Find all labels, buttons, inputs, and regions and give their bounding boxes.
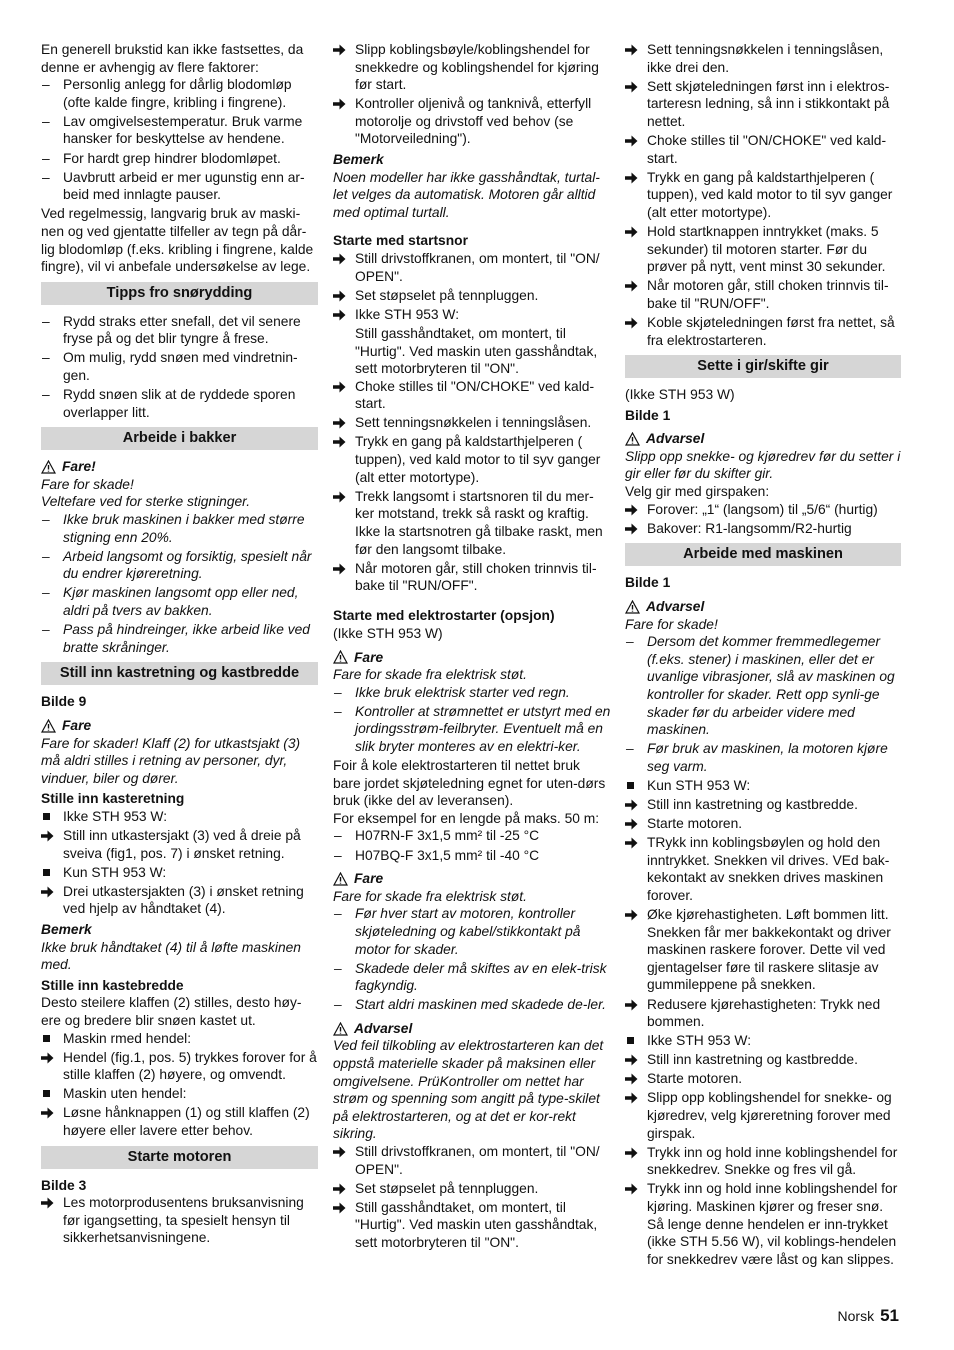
warning-label [333,1020,611,1038]
list-item-text: Sett tenningsnøkkelen i tenningslåsen, ikke drei den. [647,42,884,75]
condition-item [625,777,901,795]
warning-text: Fare [354,649,384,665]
arrow-right-icon [333,563,346,575]
action-step [625,1144,901,1179]
square-bullet-icon [43,813,50,820]
action-step [625,223,901,276]
action-step [625,996,901,1031]
dash-bullet-icon: – [334,906,342,922]
arrow-right-icon [625,172,638,184]
action-step [333,560,611,595]
arrow-right-icon [625,799,638,811]
list-item-text: TRykk inn koblingsbøylen og hold den inntrykket. Snekken vil drives. VEd bak-kekontakt av snekken drives maskinen forover. [647,835,890,903]
paragraph: Fare for skade! [625,616,718,632]
list-item [41,511,318,546]
paragraph: Velg gir med girspaken: [625,484,770,500]
list-item-text: Trykk inn og hold inne koblingshendel for kjøring. Maskinen kjører og freser snø. Så lenge denne hendelen er inn-trykket (ikke STH 5.56 W), vil koblings-hendelen for snekkedrev være låst og kan slippes. [647,1181,898,1267]
list-item-text: Start aldri maskinen med skadede de-ler. [355,997,607,1013]
action-step [625,1051,901,1069]
condition-item [41,1085,318,1103]
dash-bullet-icon: – [42,512,50,528]
list-item-text: Kun STH 953 W: [647,777,751,793]
arrow-right-icon [41,830,54,842]
list-item-text: Set støpselet på tennpluggen. [355,1180,539,1196]
action-step [625,169,901,222]
list-item-text: Personlig anlegg for dårlig blodomløp (ofte kalde fingre, kribling i fingrene). [63,77,292,110]
arrow-right-icon [333,44,346,56]
list-item [41,386,318,421]
list-item [333,847,611,865]
list-item [333,827,611,845]
square-bullet-icon [43,1090,50,1097]
list-item [333,905,611,958]
warning-triangle-icon [41,460,56,474]
action-step [625,1180,901,1268]
warning-triangle-icon [333,872,348,886]
list-item-text: Slipp koblingsbøyle/koblingshendel for snekkedre og koblingshendel for kjøring før start. [355,42,599,93]
dash-bullet-icon: – [334,703,342,719]
list-item [41,584,318,619]
footer-language: Norsk [837,1308,875,1324]
section-heading: Starte motoren [41,1146,318,1169]
list-item-text: Sett tenningsnøkkelen i tenningslåsen. [355,415,592,431]
arrow-right-icon [333,417,346,429]
list-item-text: Maskin rmed hendel: [63,1030,192,1046]
warning-text: Advarsel [646,431,705,447]
arrow-right-icon [625,1092,638,1104]
condition-item [41,864,318,882]
list-item-text: Uavbrutt arbeid er mer ugunstig enn ar-beid med innlagte pauser. [63,169,305,203]
warning-text: Fare [354,871,384,887]
list-item-text: Trykk en gang på kaldstarthjelperen ( tuppen), ved kald motor to til syv ganger (alt etter motortype). [355,434,601,485]
list-item [41,313,318,348]
section-heading: Tipps fro snørydding [41,282,318,305]
paragraph: Fare for skade fra elektrisk støt. [333,888,527,904]
action-step [333,250,611,285]
list-item-text: Rydd snøen slik at de ryddede sporen overlapper litt. [63,387,296,420]
warning-label [41,458,318,476]
list-item [41,76,318,111]
arrow-right-icon [625,1073,638,1085]
list-item-text: Pass på hindreinger, ikke arbeid like ved bratte skråninger. [63,622,310,655]
list-item-text: Før hver start av motoren, kontroller skjøteledning og kabel/stikkontakt på motor for skader. [355,906,581,957]
arrow-right-icon [625,1147,638,1159]
arrow-right-icon [333,290,346,302]
paragraph: For eksempel for en lengde på maks. 50 m: [333,810,600,826]
arrow-right-icon [333,381,346,393]
arrow-right-icon [333,1202,346,1214]
dash-bullet-icon: – [42,169,50,185]
warning-triangle-icon [333,650,348,664]
arrow-right-icon [41,1052,54,1064]
arrow-right-icon [625,44,638,56]
arrow-right-icon [625,135,638,147]
dash-bullet-icon: – [42,77,50,93]
arrow-right-icon [41,1197,54,1209]
arrow-right-icon [333,1146,346,1158]
action-step [625,501,901,519]
action-step [625,834,901,904]
list-item-text: Still drivstoffkranen, om montert, til "ON/ OPEN". [355,1144,600,1177]
list-item [333,960,611,995]
list-item-text: H07BQ-F 3x1,5 mm² til -40 °C [355,847,540,863]
dash-bullet-icon: – [42,387,50,403]
subheading: Bilde 1 [625,407,671,423]
action-step [333,95,611,148]
warning-triangle-icon [333,1022,348,1036]
dash-bullet-icon: – [42,350,50,366]
dash-bullet-icon: – [334,684,342,700]
list-item-text: Dersom det kommer fremmedlegemer (f.eks. stener) i maskinen, eller det er uvanlige vibrasjoner, slå av maskinen og kontroller for skader. Rett opp synli-ge skader før du arbeider videre med maskinen. [647,634,895,738]
paragraph: En generell brukstid kan ikke fastsettes, da denne er avhengig av flere faktorer: [41,42,304,75]
subheading: Stille inn kastebredde [41,977,184,993]
list-item-text: Drei utkastersjakten (3) i ønsket retning ved hjelp av håndtaket (4). [63,883,304,917]
paragraph: Veltefare ved for sterke stigninger. [41,494,251,510]
dash-bullet-icon: – [42,548,50,564]
action-step [333,414,611,432]
warning-text: Fare [62,717,92,733]
action-step [41,1194,318,1247]
arrow-right-icon [333,436,346,448]
arrow-right-icon [333,491,346,503]
list-item-text: Kun STH 953 W: [63,864,167,880]
arrow-right-icon [625,280,638,292]
list-item-text: Slipp opp koblingshendel for snekke- og kjøredrev, velg kjøreretning forover med girspak. [647,1090,892,1141]
list-item-text: For hardt grep hindrer blodomløpet. [63,150,281,166]
list-item-text: Når motoren går, still choken trinnvis til-bake til "RUN/OFF". [647,278,889,311]
paragraph: Foir å kole elektrostarteren til nettet bruk bare jordet skjøteledning egnet for uten-dørs bruk (ikke del av leveransen). [333,758,606,809]
paragraph: (Ikke STH 953 W) [625,387,735,403]
action-step [41,1104,318,1139]
dash-bullet-icon: – [334,960,342,976]
dash-bullet-icon: – [334,997,342,1013]
paragraph: Ved regelmessig, langvarig bruk av maski-nen og ved gjentatte tilfeller av tegn på dår-lig blodomløp (f.eks. kribling i fingrene, kalde fingre), vil vi anbefale undersøkelse av lege. [41,206,314,275]
action-step [625,78,901,131]
action-step [333,1180,611,1198]
list-item-text: Les motorprodusentens bruksanvisning før igangsetting, ta spesielt hensyn til sikkerhetsanvisningene. [63,1195,304,1246]
action-step [625,1070,901,1088]
list-item-text: Kontroller oljenivå og tanknivå, etterfyll motorolje og drivstoff ved behov (se "Motorveiledning"). [355,96,592,147]
arrow-right-icon [333,98,346,110]
arrow-right-icon [625,226,638,238]
square-bullet-icon [43,1035,50,1042]
paragraph: Fare for skade fra elektrisk støt. [333,667,527,683]
arrow-right-icon [333,253,346,265]
note-label: Bemerk [41,921,92,937]
list-item [333,996,611,1014]
section-heading: Sette i gir/skifte gir [625,355,901,378]
list-item [333,703,611,756]
action-step [41,827,318,862]
action-step [333,378,611,413]
paragraph: Fare for skade! [41,476,134,492]
warning-label [625,430,901,448]
paragraph: Slipp opp snekke- og kjøredrev før du setter i gir eller før du skifter gir. [625,448,901,482]
list-item [41,349,318,384]
list-item-text: Øke kjørehastigheten. Løft bommen litt. Snekken får mer bakkekontakt og driver maskinen raskere forover. Dette vil ved gjentagelser føre til raskere slitasje av gummileppene på snekken. [647,907,891,993]
warning-label [333,649,611,667]
arrow-right-icon [625,317,638,329]
square-bullet-icon [627,782,634,789]
list-item-text: Forover: „1“ (langsom) til „5/6“ (hurtig) [647,501,878,517]
condition-item [625,1032,901,1050]
list-item-text: Trekk langsomt i startsnoren til du mer-ker motstand, trekk så raskt og kraftig. Ikke la startsnotren gå tilbake raskt, men før den langsomt tilbake. [355,488,603,557]
list-item-text: Hold startknappen inntrykket (maks. 5 sekunder) til motoren starter. Før du prøver på nytt, vent minst 30 sekunder. [647,223,886,275]
list-item-text: Rydd straks etter snefall, det vil senere fryse på og det blir tyngre å frese. [63,313,301,347]
dash-bullet-icon: – [42,150,50,166]
page-footer [838,1307,899,1326]
list-item-text: Still inn utkastersjakt (3) ved å dreie på sveiva (fig1, pos. 7) i ønsket retning. [63,827,301,861]
subheading: Bilde 1 [625,575,671,591]
list-item-text: Ikke STH 953 W: [647,1033,752,1049]
list-item [625,740,901,775]
action-step [625,41,901,76]
list-item-text: Set støpselet på tennpluggen. [355,287,539,303]
list-item [41,150,318,168]
list-item-text: Ikke STH 953 W: [63,808,168,824]
list-item-text: Hendel (fig.1, pos. 5) trykkes forover for å stille klaffen (2) høyere, og omvendt. [63,1049,317,1083]
paragraph: Ved feil tilkobling av elektrostarteren kan det oppstå materielle skader på maksinen eller omgivelsene. PrüKontroller om nettet har strøm og spenning som angitt på type-skilet på elektrostarteren, og at det er kor-rekt sikring. [333,1038,604,1142]
column-left [41,41,318,1248]
arrow-right-icon [625,999,638,1011]
list-item-text: Starte motoren. [647,816,743,832]
arrow-right-icon [41,1107,54,1119]
action-step [625,520,901,538]
list-item-text: H07RN-F 3x1,5 mm² til -25 °C [355,828,540,844]
square-bullet-icon [627,1037,634,1044]
list-item-text: Når motoren går, still choken trinnvis til-bake til "RUN/OFF". [355,560,597,594]
list-item-text: Starte motoren. [647,1071,743,1087]
action-step [625,815,901,833]
action-step [333,433,611,486]
list-item-text: Kjør maskinen langsomt opp eller ned, aldri på tvers av bakken. [63,585,299,619]
paragraph: Noen modeller har ikke gasshåndtak, turtal-let velges da automatisk. Motoren går alltid med optimal turtall. [333,169,600,220]
warning-triangle-icon [625,600,640,614]
condition-item [41,1030,318,1048]
list-item-text: Still inn kastretning og kastbredde. [647,796,858,812]
arrow-right-icon [625,1054,638,1066]
paragraph: (Ikke STH 953 W) [333,625,443,641]
page-number: 51 [880,1306,899,1325]
list-item-text: Kontroller at strømnettet er utstyrt med en jordingsstrøm-feilbryter. Eventuelt må en slik bryter monteres av en elektri-ker. [355,703,611,754]
subheading: Starte med elektrostarter (opsjon) [333,608,555,624]
action-step [333,1199,611,1252]
arrow-right-icon [625,909,638,921]
section-heading: Arbeide med maskinen [625,543,901,566]
action-step [625,906,901,994]
indented-paragraph: Still gasshåndtaket, om montert, til "Hurtig". Ved maskin uten gasshåndtak, sett motorbryteren til "ON". [355,325,598,377]
action-step [625,314,901,349]
list-item-text: Choke stilles til "ON/CHOKE" ved kald-start. [647,132,887,166]
action-step [333,41,611,94]
arrow-right-icon [625,818,638,830]
arrow-right-icon [625,523,638,535]
list-item [625,633,901,739]
warning-label [625,598,901,616]
arrow-right-icon [625,1183,638,1195]
list-item-text: Still drivstoffkranen, om montert, til "ON/ OPEN". [355,251,600,284]
action-step [625,277,901,312]
arrow-right-icon [333,1183,346,1195]
action-step [41,1049,318,1084]
action-step [333,488,611,558]
subheading: Stille inn kasteretning [41,791,185,807]
action-step [41,883,318,918]
dash-bullet-icon: – [42,313,50,329]
warning-label [333,870,611,888]
action-step [333,1143,611,1178]
list-item-text: Arbeid langsomt og forsiktig, spesielt når du endrer kjøreretning. [63,548,312,582]
list-item-text: Ikke STH 953 W: [355,306,460,322]
list-item-text: Bakover: R1-langsomm/R2-hurtig [647,520,852,536]
dash-bullet-icon: – [334,828,342,844]
list-item-text: Om mulig, rydd snøen med vindretnin-gen. [63,350,298,383]
section-heading: Arbeide i bakker [41,427,318,450]
arrow-right-icon [333,309,346,321]
arrow-right-icon [625,81,638,93]
list-item-text: Løsne hånknappen (1) og still klaffen (2) høyere eller lavere etter behov. [63,1105,310,1138]
list-item-text: Før bruk av maskinen, la motoren kjøre seg varm. [647,741,888,774]
list-item-text: Choke stilles til "ON/CHOKE" ved kald-start. [355,378,595,412]
warning-label [41,717,318,735]
dash-bullet-icon: – [626,741,634,757]
list-item-text: Still inn kastretning og kastbredde. [647,1052,858,1068]
arrow-right-icon [625,504,638,516]
column-middle [333,41,611,1253]
action-step [625,796,901,814]
warning-text: Advarsel [354,1020,413,1036]
paragraph: Ikke bruk håndtaket (4) til å løfte maskinen med. [41,939,301,973]
dash-bullet-icon: – [334,847,342,863]
list-item [41,621,318,656]
square-bullet-icon [43,869,50,876]
list-item-text: Ikke bruk maskinen i bakker med større stigning enn 20%. [63,512,305,545]
list-item-text: Redusere kjørehastigheten: Trykk ned bommen. [647,996,881,1030]
list-item-text: Maskin uten hendel: [63,1086,187,1102]
dash-bullet-icon: – [42,622,50,638]
subheading: Starte med startsnor [333,233,468,249]
list-item-text: Trykk inn og hold inne koblingshendel for snekkedrev. Snekke og fres vil gå. [647,1144,898,1178]
warning-text: Advarsel [646,598,705,614]
warning-text: Fare! [62,459,96,475]
list-item [41,548,318,583]
action-step [625,1089,901,1142]
list-item-text: Ikke bruk elektrisk starter ved regn. [355,684,570,700]
action-step [333,287,611,305]
warning-triangle-icon [625,432,640,446]
list-item-text: Skadede deler må skiftes av en elek-trisk fagkyndig. [355,960,607,994]
condition-item [41,808,318,826]
paragraph: Desto steilere klaffen (2) stilles, desto høy-ere og bredere blir snøen kastet ut. [41,995,302,1028]
warning-triangle-icon [41,719,56,733]
arrow-right-icon [625,837,638,849]
list-item [41,169,318,204]
list-item-text: Still gasshåndtaket, om montert, til "Hurtig". Ved maskin uten gasshåndtak, sett motorbryteren til "ON". [355,1199,598,1250]
list-item [41,113,318,148]
list-item-text: Sett skjøteledningen først inn i elektros-tarteresn ledning, så inn i stikkontakt på nettet. [647,78,890,129]
note-label: Bemerk [333,152,384,168]
action-step [625,132,901,167]
list-item [333,684,611,702]
action-step [333,306,611,324]
dash-bullet-icon: – [42,113,50,129]
subheading: Bilde 3 [41,1177,87,1193]
section-heading: Still inn kastretning og kastbredde [41,662,318,685]
list-item-text: Lav omgivelsestemperatur. Bruk varme hansker for beskyttelse av hendene. [63,113,303,147]
spacer [333,596,611,604]
paragraph: Fare for skader! Klaff (2) for utkastsjakt (3) må aldri stilles i retning av personer, dyr, vinduer, biler og dører. [41,735,301,786]
dash-bullet-icon: – [626,634,634,650]
spacer [333,221,611,229]
subheading: Bilde 9 [41,694,87,710]
column-right [625,41,901,1270]
arrow-right-icon [41,886,54,898]
list-item-text: Koble skjøteledningen først fra nettet, så fra elektrostarteren. [647,314,895,348]
dash-bullet-icon: – [42,585,50,601]
list-item-text: Trykk en gang på kaldstarthjelperen ( tuppen), ved kald motor to til syv ganger (alt etter motortype). [647,169,893,220]
